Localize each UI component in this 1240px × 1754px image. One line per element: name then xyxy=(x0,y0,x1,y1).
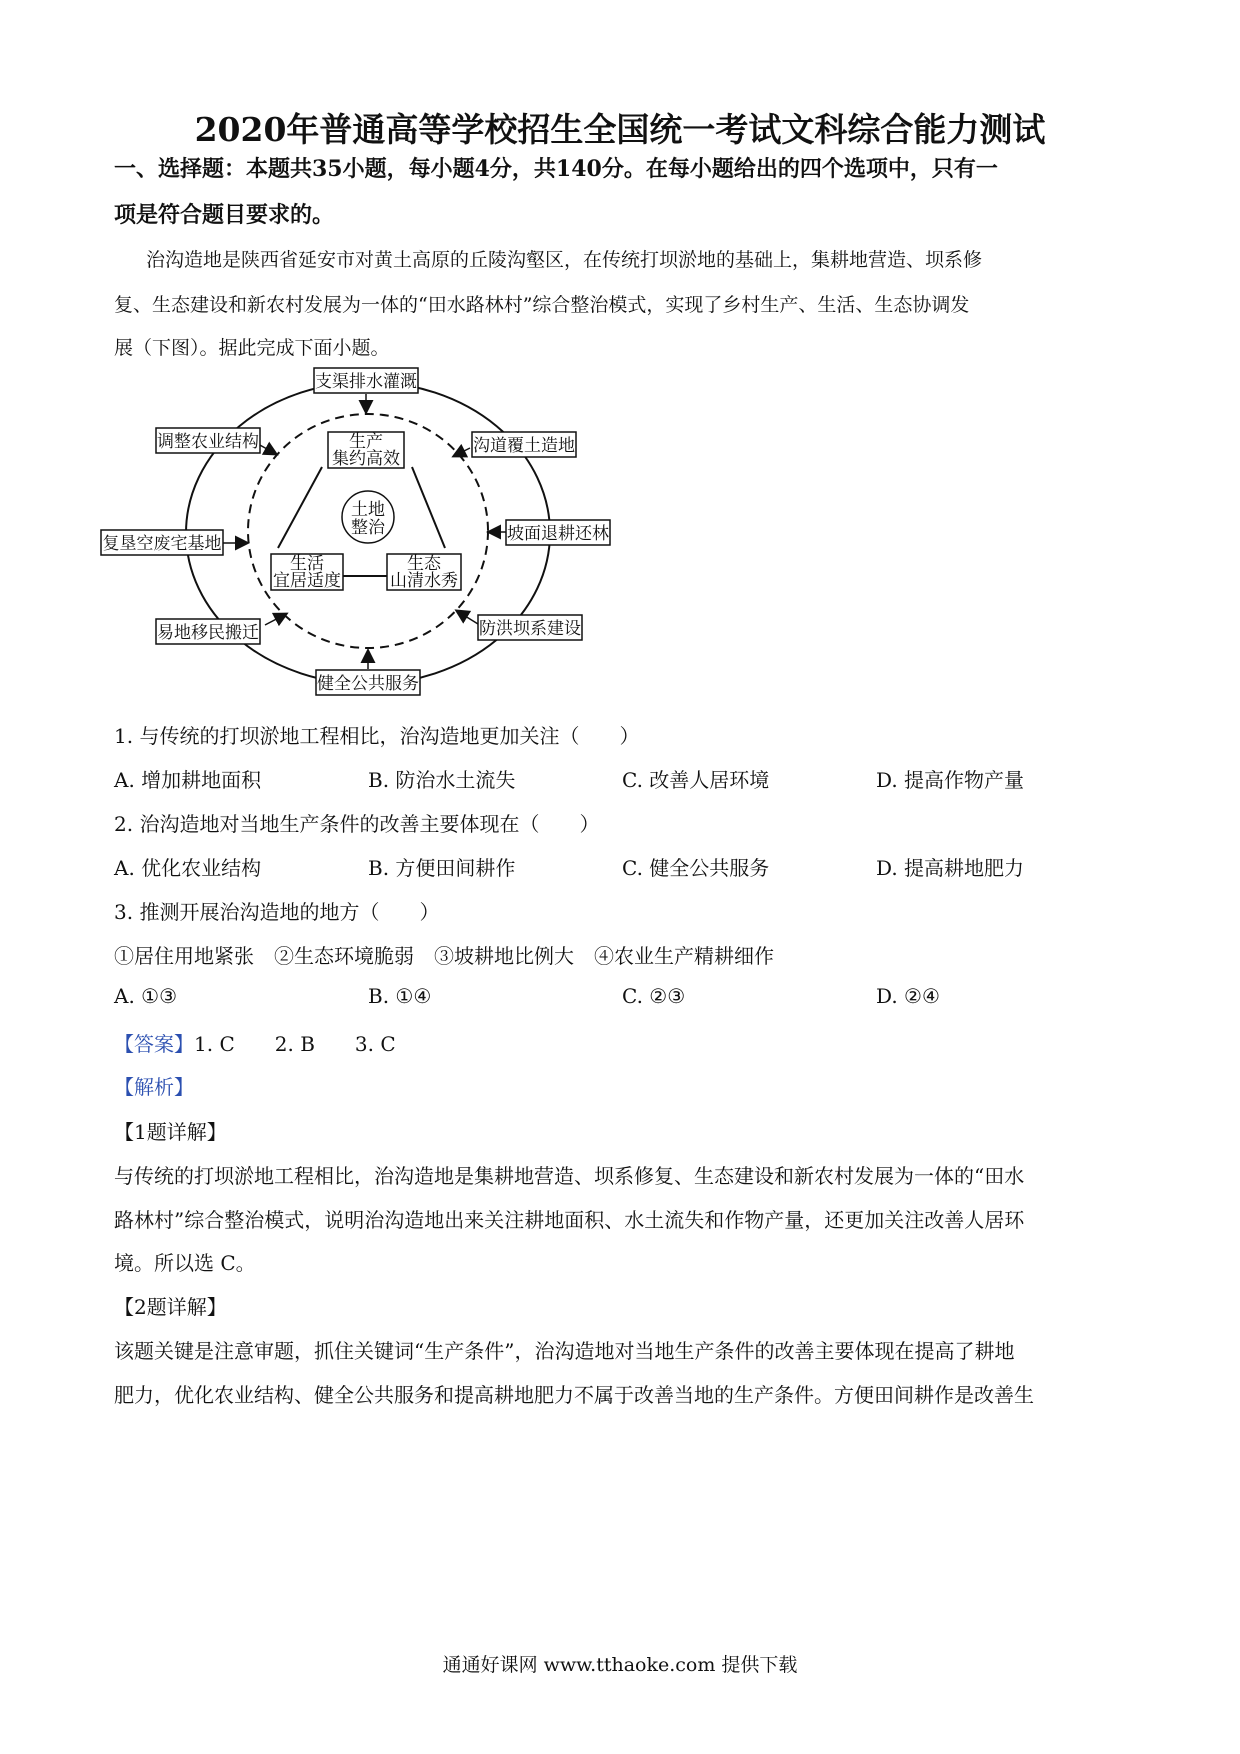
box-lower-left xyxy=(156,619,260,644)
center-label-1: 土地 xyxy=(351,500,385,520)
q1-option-b: B. 防治水土流失 xyxy=(368,768,516,792)
footer-source: 通通好课网 www.tthaoke.com 提供下载 xyxy=(442,1654,798,1676)
svg-text:支渠排水灌溉: 支渠排水灌溉 xyxy=(315,372,417,392)
q2-option-b: B. 方便田间耕作 xyxy=(368,856,516,880)
q2-option-a: A. 优化农业结构 xyxy=(114,856,262,880)
q3-option-c: C. ②③ xyxy=(622,984,686,1008)
section-heading-line1: 一、选择题：本题共35小题，每小题4分，共140分。在每小题给出的四个选项中，只有一 xyxy=(114,156,998,182)
detail-2-tag: 【2题详解】 xyxy=(114,1295,227,1319)
box-upper-right xyxy=(472,432,576,457)
detail-1-line2: 路林村”综合整治模式，说明治沟造地出来关注耕地面积、水土流失和作物产量，还更加关注改善人居环 xyxy=(114,1208,1025,1232)
intro-line2: 复、生态建设和新农村发展为一体的“田水路林村”综合整治模式，实现了乡村生产、生活、生态协调发 xyxy=(114,294,970,316)
link-production-ecology xyxy=(412,467,445,548)
ecology-sublabel: 山清水秀 xyxy=(390,571,458,591)
intro-line3: 展（下图）。据此完成下面小题。 xyxy=(114,337,390,359)
svg-text:易地移民搬迁: 易地移民搬迁 xyxy=(157,623,259,643)
q1-option-d: D. 提高作物产量 xyxy=(876,768,1025,792)
box-upper-left xyxy=(156,428,260,453)
svg-text:复垦空废宅基地: 复垦空废宅基地 xyxy=(102,534,222,554)
box-life xyxy=(271,554,343,591)
svg-text:健全公共服务: 健全公共服务 xyxy=(317,674,419,694)
land-consolidation-diagram xyxy=(100,362,700,704)
box-right xyxy=(506,520,610,545)
life-sublabel: 宜居适度 xyxy=(273,571,341,591)
answer-tag: 【答案】 xyxy=(114,1032,194,1056)
section-heading-line2: 项是符合题目要求的。 xyxy=(114,202,335,228)
question-3-stem: 3. 推测开展治沟造地的地方（ ） xyxy=(114,900,440,924)
svg-text:坡面退耕还林: 坡面退耕还林 xyxy=(507,524,609,544)
q1-option-c: C. 改善人居环境 xyxy=(622,768,770,792)
box-ecology xyxy=(387,554,461,591)
q2-option-d: D. 提高耕地肥力 xyxy=(876,856,1025,880)
box-bottom xyxy=(316,670,420,695)
q3-option-d: D. ②④ xyxy=(876,984,940,1008)
box-production xyxy=(328,432,404,469)
detail-2-line1: 该题关键是注意审题，抓住关键词“生产条件”，治沟造地对当地生产条件的改善主要体现在提高了耕地 xyxy=(114,1339,1015,1363)
center-label-2: 整治 xyxy=(351,518,385,538)
production-label: 生产 xyxy=(349,432,383,452)
ecology-label: 生态 xyxy=(407,554,441,574)
box-lower-right xyxy=(478,615,582,640)
answer-1: 1. C xyxy=(194,1032,235,1056)
box-left xyxy=(101,530,223,555)
q3-option-a: A. ①③ xyxy=(114,984,178,1008)
answer-line xyxy=(114,1028,396,1057)
answer-2: 2. B xyxy=(274,1032,315,1056)
svg-text:调整农业结构: 调整农业结构 xyxy=(157,432,259,452)
analysis-tag: 【解析】 xyxy=(114,1075,194,1099)
page-title: 2020年普通高等学校招生全国统一考试文科综合能力测试 xyxy=(194,110,1046,149)
q3-option-b: B. ①④ xyxy=(368,984,432,1008)
svg-text:防洪坝系建设: 防洪坝系建设 xyxy=(479,619,581,639)
link-production-life xyxy=(278,467,322,548)
q1-option-a: A. 增加耕地面积 xyxy=(114,768,262,792)
q2-option-c: C. 健全公共服务 xyxy=(622,856,770,880)
box-top xyxy=(314,368,418,393)
center-circle xyxy=(342,491,394,543)
q3-statements: ①居住用地紧张 ②生态环境脆弱 ③坡耕地比例大 ④农业生产精耕细作 xyxy=(114,944,774,968)
answer-3: 3. C xyxy=(354,1032,396,1056)
intro-line1: 治沟造地是陕西省延安市对黄土高原的丘陵沟壑区，在传统打坝淤地的基础上，集耕地营造、坝系修 xyxy=(146,249,983,271)
detail-1-tag: 【1题详解】 xyxy=(114,1120,227,1144)
question-1-stem: 1. 与传统的打坝淤地工程相比，治沟造地更加关注（ ） xyxy=(114,724,640,748)
detail-1-line1: 与传统的打坝淤地工程相比，治沟造地是集耕地营造、坝系修复、生态建设和新农村发展为一体的“田水 xyxy=(114,1164,1025,1188)
detail-2-line2: 肥力，优化农业结构、健全公共服务和提高耕地肥力不属于改善当地的生产条件。方便田间耕作是改善生 xyxy=(114,1383,1034,1407)
life-label: 生活 xyxy=(290,554,324,574)
svg-text:沟道覆土造地: 沟道覆土造地 xyxy=(473,436,575,456)
question-2-stem: 2. 治沟造地对当地生产条件的改善主要体现在（ ） xyxy=(114,812,600,836)
production-sublabel: 集约高效 xyxy=(332,449,400,469)
detail-1-line3: 境。所以选 C。 xyxy=(114,1251,256,1275)
